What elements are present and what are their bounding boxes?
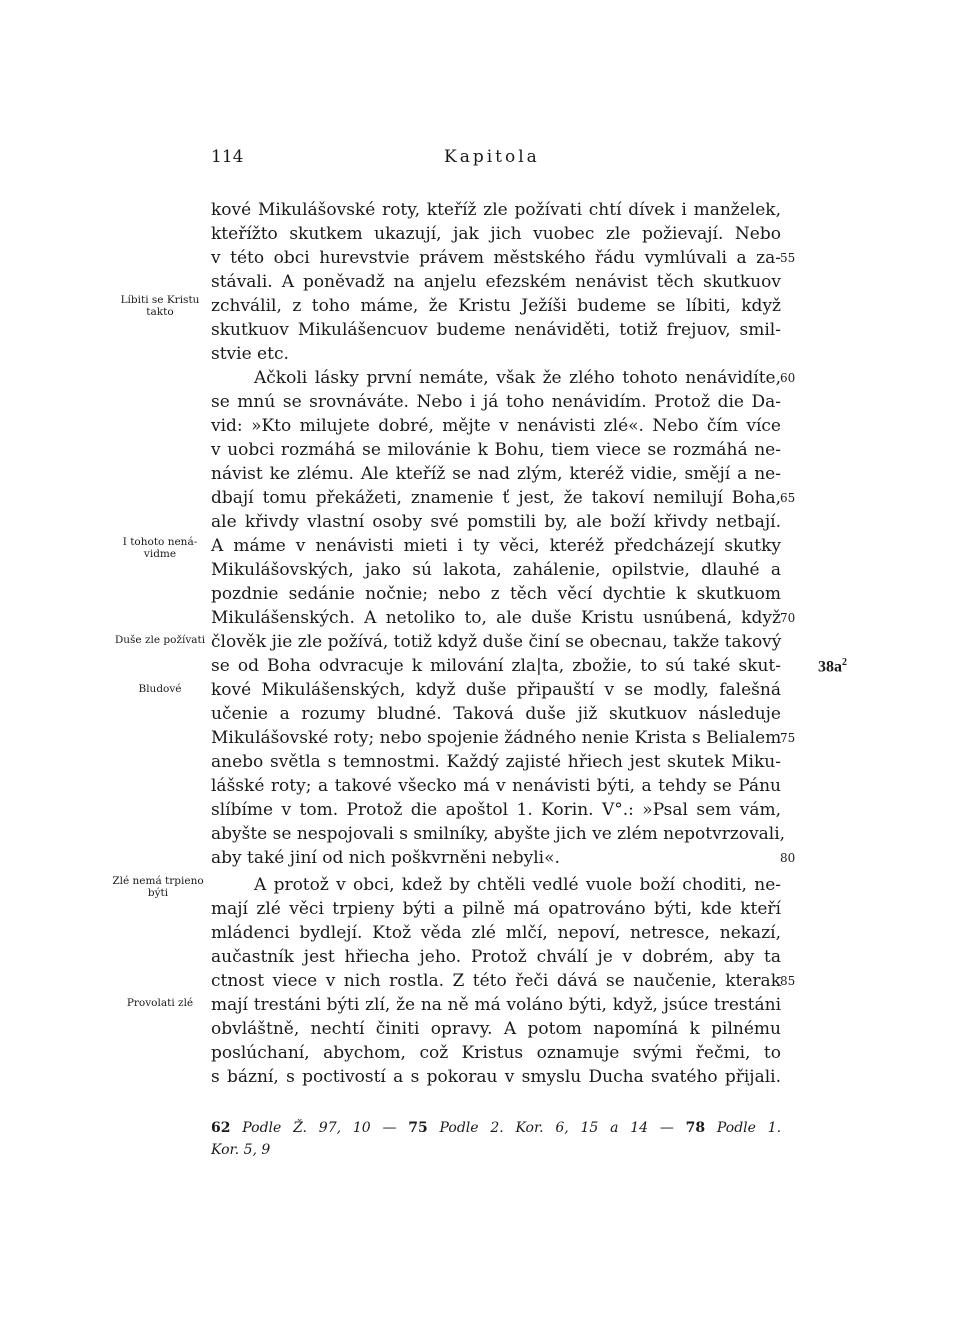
margin-note-line: Líbiti se Kristu: [120, 294, 200, 306]
text-line: Mikulášovských, jako sú lakota, zahálenie, opilstvie, dlauhé a: [211, 560, 781, 580]
line-number: 70: [780, 611, 796, 625]
margin-note: [110, 294, 210, 318]
text-line: kové Mikulášovské roty, kteříž zle požívati chtí dívek i manželek,: [211, 200, 781, 220]
text-line: mládenci bydlejí. Ktož věda zlé mlčí, nepoví, netresce, nekazí,: [211, 923, 781, 943]
text-line: kové Mikulášenských, když duše připauští v se modly, falešná: [211, 680, 781, 700]
text-line: učenie a rozumy bludné. Taková duše již skutkuov následuje: [211, 704, 781, 724]
footnote-number: 62: [211, 1120, 231, 1136]
text-line: kteřížto skutkem ukazují, jak jich vuobec zle požievají. Nebo: [211, 224, 781, 244]
text-line: dbají tomu překážeti, znamenie ť jest, že takoví nemilují Boha,: [211, 488, 781, 508]
text-line: návist ke zlému. Ale kteříž se nad zlým, kteréž vidie, smějí a ne-: [211, 464, 781, 484]
page-header: [0, 147, 960, 171]
margin-note-line: I tohoto nená-: [122, 536, 198, 548]
text-line: A máme v nenávisti mieti i ty věci, kteréž předcházejí skutky: [211, 536, 781, 556]
text-line: abyšte se nespojovali s smilníky, abyšte jich ve zlém nepotvrzovali,: [211, 824, 786, 844]
folio-marker-text: 38a: [818, 658, 842, 676]
footnote-dash: —: [659, 1120, 674, 1136]
footnote-dash: —: [382, 1120, 397, 1136]
text-line: v uobci rozmáhá se milovánie k Bohu, tiem viece se rozmáhá ne-: [211, 440, 781, 460]
line-number: 85: [780, 974, 796, 988]
margin-note: [110, 683, 210, 695]
text-line: mají trestáni býti zlí, že na ně má voláno býti, když, jsúce trestáni: [211, 995, 781, 1015]
text-line: mají zlé věci trpieny býti a pilně má opatrováno býti, kde kteří: [211, 899, 781, 919]
footnote-reference: Podle Ž. 97, 10: [242, 1120, 371, 1136]
text-line: anebo světla s temnostmi. Každý zajisté hřiech jest skutek Miku-: [211, 752, 781, 772]
text-line: Mikulášovské roty; nebo spojenie žádného nenie Krista s Belialem: [211, 728, 782, 748]
text-line: pozdnie sedánie nočnie; nebo z těch věcí dychtie k skutkuom: [211, 584, 781, 604]
text-line: skutkuov Mikulášencuov budeme nenáviděti, totiž frejuov, smil-: [211, 320, 781, 340]
text-line: poslúchaní, abychom, což Kristus oznamuje svými řečmi, to: [211, 1043, 781, 1063]
margin-note-line: Provolati zlé: [126, 997, 194, 1009]
text-line: ctnost viece v nich rostla. Z této řeči dává se naučenie, kterak: [211, 971, 781, 991]
text-line: ale křivdy vlastní osoby své pomstili by, ale boží křivdy netbají.: [211, 512, 781, 532]
margin-note: [110, 634, 210, 646]
footnote-number: 75: [408, 1120, 428, 1136]
footnote-reference: Podle 1.: [716, 1120, 782, 1136]
text-line: zchválil, z toho máme, že Kristu Ježíši budeme se líbiti, když: [211, 296, 781, 316]
text-line: aučastník jest hřiecha jeho. Protož chválí je v dobrém, aby ta: [211, 947, 781, 967]
footnote-reference: Podle 2. Kor. 6, 15 a 14: [439, 1120, 649, 1136]
text-line: v této obci hurevstvie právem městského řádu vymlúvali a za-: [211, 248, 781, 268]
footnote-line: [211, 1117, 781, 1139]
text-line: obvláštně, nechtí činiti opravy. A potom napomíná k pilnému: [211, 1019, 781, 1039]
margin-note-line: Zlé nemá trpieno: [112, 875, 204, 887]
text-line: lášské roty; a takové všecko má v nenávisti býti, a tehdy se Pánu: [211, 776, 781, 796]
line-number: 55: [780, 251, 796, 265]
text-line: se od Boha odvracuje k milování zla|ta, zbožie, to sú také skut-: [211, 656, 781, 676]
margin-note-line: Duše zle požívati: [114, 634, 206, 646]
line-number: 75: [780, 731, 796, 745]
text-line: slíbíme v tom. Protož die apoštol 1. Korin. V°.: »Psal sem vám,: [211, 800, 781, 820]
text-line: A protož v obci, kdež by chtěli vedlé vuole boží choditi, ne-: [254, 875, 781, 895]
margin-note-line: býti: [147, 887, 169, 899]
margin-note: [106, 875, 210, 899]
line-number: 80: [780, 851, 796, 865]
margin-note-line: Bludové: [138, 683, 182, 695]
text-line: Ačkoli lásky první nemáte, však že zlého tohoto nenávidíte,: [254, 368, 781, 388]
running-head: Kapitola: [444, 147, 540, 167]
footnote-line: [211, 1139, 781, 1161]
folio-marker-superscript: 2: [842, 657, 847, 668]
text-line: se mnú se srovnáváte. Nebo i já toho nenávidím. Protož die Da-: [211, 392, 781, 412]
page-number: 114: [211, 147, 244, 167]
footnote-reference: Kor. 5, 9: [211, 1142, 271, 1158]
footnotes: [211, 1117, 781, 1161]
margin-note: [110, 536, 210, 560]
line-number: 65: [780, 491, 796, 505]
footnote-number: 78: [685, 1120, 706, 1136]
text-line: Mikulášenských. A netoliko to, ale duše Kristu usnúbená, když: [211, 608, 781, 628]
text-line: vid: »Kto milujete dobré, mějte v nenávisti zlé«. Nebo čím více: [211, 416, 781, 436]
text-line: s bázní, s poctivostí a s pokorau v smyslu Ducha svatého přijali.: [211, 1067, 781, 1087]
margin-note-line: takto: [146, 306, 174, 318]
text-line: člověk jie zle požívá, totiž když duše činí se obecnau, takže takový: [211, 632, 782, 652]
text-line: aby také jiní od nich poškvrněni nebyli«.: [211, 848, 560, 868]
line-number: 60: [780, 371, 796, 385]
margin-note: [110, 997, 210, 1009]
margin-note-line: vidme: [143, 548, 177, 560]
text-line: stvie etc.: [211, 344, 289, 364]
folio-marker: [818, 657, 847, 676]
text-line: stávali. A poněvadž na anjelu efezském nenávist těch skutkuov: [211, 272, 781, 292]
